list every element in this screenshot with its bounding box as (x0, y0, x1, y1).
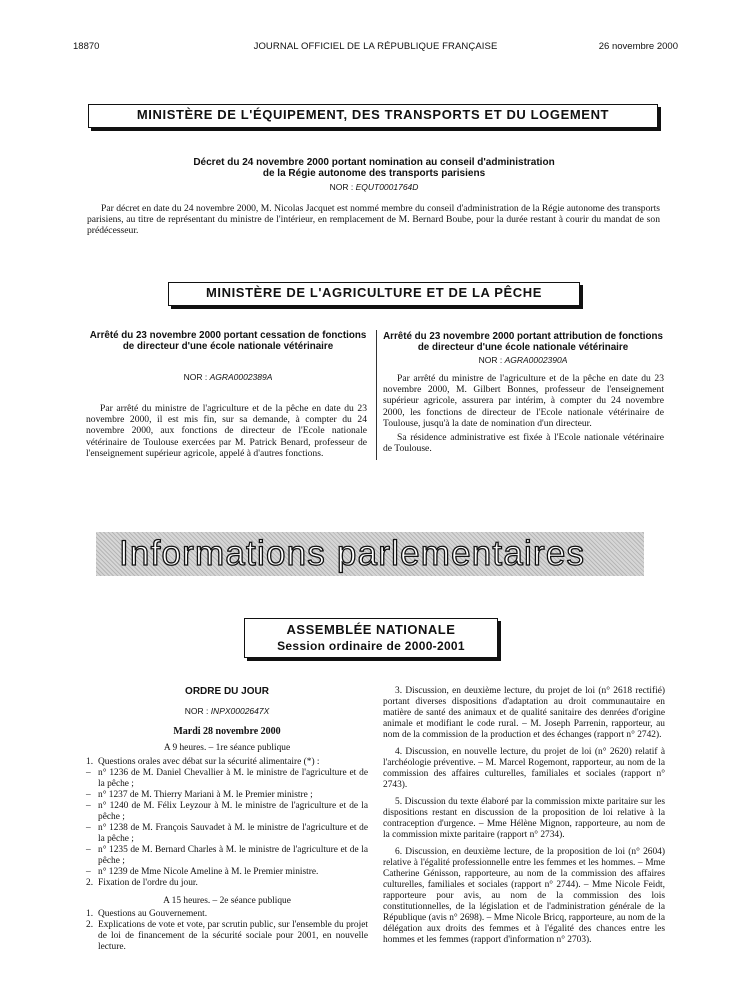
agenda-item (86, 823, 368, 845)
agenda-item-marker: 1. (86, 757, 94, 767)
agenda-item (86, 801, 368, 823)
banner-title: Informations parlementaires (119, 534, 586, 573)
running-header (73, 41, 678, 55)
decree-paragraph: Par décret en date du 24 novembre 2000, M. Nicolas Jacquet est nommé membre du conseil d'administration de la Régie autonome des transports parisiens, au titre de représentant du ministre de l'intérieur, en remplacement de M. Bernard Boube, pour la durée restant à courir du mandat de son prédécesseur. (87, 203, 660, 237)
sitting2-agenda (86, 909, 368, 953)
agenda-item-marker: – (86, 845, 91, 855)
ministry-equipement-heading (88, 104, 658, 128)
agenda-item-text: n° 1238 de M. François Sauvadet à M. le ministre de l'agriculture et de la pêche ; (98, 823, 368, 844)
agenda-item (86, 909, 368, 920)
agenda-item (86, 867, 368, 878)
assembly-session: Session ordinaire de 2000-2001 (277, 639, 465, 653)
agenda-item-text: n° 1237 de M. Thierry Mariani à M. le Premier ministre ; (98, 790, 313, 800)
arrete-right-title: Arrêté du 23 novembre 2000 portant attribution de fonctions de directeur d'une école nationale vétérinaire (383, 331, 663, 353)
agenda-item-marker: 2. (86, 878, 94, 888)
nor-label: NOR : (329, 182, 354, 192)
order-nor (86, 706, 368, 717)
arrete-left-nor (86, 372, 370, 382)
nor-label: NOR : (478, 355, 503, 365)
agenda-item-marker: – (86, 823, 91, 833)
sitting1-time: A 9 heures. – 1re séance publique (163, 743, 291, 753)
sitting1-agenda (86, 757, 368, 889)
nor-code: INPX0002647X (210, 706, 270, 716)
agenda-item-text: n° 1236 de M. Daniel Chevallier à M. le ministre de l'agriculture et de la pêche ; (98, 768, 368, 789)
agenda-item (86, 878, 368, 889)
decree-body (87, 203, 660, 240)
agenda-item-text: n° 1235 de M. Bernard Charles à M. le ministre de l'agriculture et de la pêche ; (98, 845, 368, 866)
nor-code: AGRA0002389A (209, 372, 273, 382)
arrete-right-paragraph-1: Par arrêté du ministre de l'agriculture et de la pêche en date du 23 novembre 2000, M. Gilbert Bonnes, professeur de l'enseignement supérieur agricole, assurera par intérim, à compter du 24 novembre 2000, les fonctions de directeur de l'Ecole nationale vétérinaire de Toulouse, jusqu'à la date de nomination d'un directeur. (383, 373, 664, 429)
arrete-left-title: Arrêté du 23 novembre 2000 portant cessation de fonctions de directeur d'une école nationale vétérinaire (89, 330, 367, 352)
sitting2-time: A 15 heures. – 2e séance publique (163, 896, 291, 906)
decree-title-line2: de la Régie autonome des transports parisiens (262, 168, 486, 179)
arrete-right-paragraph-2: Sa résidence administrative est fixée à l'Ecole nationale vétérinaire de Toulouse. (383, 432, 664, 455)
agenda-paragraph: 6. Discussion, en deuxième lecture, de la proposition de loi (n° 2604) relative à l'égalité professionnelle entre les femmes et les hommes. – Mme Catherine Génisson, rapporteure, au nom de la commission des affaires culturelles, familiales et sociales (rapport n° 2744). – Mme Nicole Feidt, rapporteure pour avis, au nom de la commission des lois constitutionnelles, de la législation et de l'administration générale de la République (avis n° 2698). – Mme Nicole Bricq, rapporteure, au nom de la délégation aux droits des femmes et à l'égalité des chances entre les hommes et les femmes (rapport d'information n° 2703). (383, 847, 665, 945)
arrete-right-nor (381, 355, 665, 365)
nor-code: AGRA0002390A (504, 355, 568, 365)
page-number: 18870 (73, 41, 100, 52)
agenda-item-marker: 2. (86, 920, 94, 930)
order-of-day-column (86, 686, 368, 953)
agenda-item (86, 768, 368, 790)
agenda-paragraph: 4. Discussion, en nouvelle lecture, du projet de loi (n° 2620) relatif à l'archéologie préventive. – M. Marcel Rogemont, rapporteur, au nom de la commission des affaires culturelles, familiales et sociales (rapport n° 2743). (383, 747, 665, 790)
decree-title-line1: Décret du 24 novembre 2000 portant nomination au conseil d'administration (193, 157, 555, 168)
nor-code: EQUT0001764D (355, 182, 419, 192)
agenda-item (86, 757, 368, 768)
agenda-item-text: Questions orales avec débat sur la sécurité alimentaire (*) : (98, 757, 320, 767)
arrete-right-body (383, 373, 664, 457)
order-title: ORDRE DU JOUR (185, 686, 269, 697)
decree-nor (90, 182, 658, 192)
agenda-item-text: Explications de vote et vote, par scrutin public, sur l'ensemble du projet de loi de financement de la sécurité sociale pour 2001, en nouvelle lecture. (98, 920, 368, 952)
assembly-title: ASSEMBLÉE NATIONALE (286, 622, 456, 637)
agenda-item (86, 920, 368, 953)
agenda-item-text: n° 1240 de M. Félix Leyzour à M. le ministre de l'agriculture et de la pêche ; (98, 801, 368, 822)
agenda-item-text: n° 1239 de Mme Nicole Ameline à M. le Premier ministre. (98, 867, 319, 877)
agenda-item (86, 845, 368, 867)
agenda-item (86, 790, 368, 801)
column-divider (376, 330, 377, 460)
agenda-item-text: Questions au Gouvernement. (98, 909, 208, 919)
agenda-paragraph: 5. Discussion du texte élaboré par la commission mixte paritaire sur les dispositions restant en discussion de la proposition de loi relative à la contraception d'urgence. – Mme Hélène Mignon, rapporteure, au nom de la commission mixte paritaire (rapport n° 2734). (383, 797, 665, 840)
agenda-item-marker: 1. (86, 909, 94, 919)
issue-date: 26 novembre 2000 (598, 41, 678, 52)
agenda-item-marker: – (86, 768, 91, 778)
agenda-paragraph: 3. Discussion, en deuxième lecture, du projet de loi (n° 2618 rectifié) portant diverses dispositions d'adaptation au droit communautaire en matière de santé des animaux et de qualité sanitaire des denrées d'origine animale et modifiant le code rural. – M. Joseph Parrenin, rapporteur, au nom de la commission de la production et des échanges (rapport n° 2742). (383, 686, 665, 740)
informations-parlementaires-banner (96, 532, 644, 576)
nor-label: NOR : (184, 706, 209, 716)
ministry-agriculture-label: MINISTÈRE DE L'AGRICULTURE ET DE LA PÊCHE (205, 285, 543, 300)
ministry-equipement-label: MINISTÈRE DE L'ÉQUIPEMENT, DES TRANSPORTS ET DU LOGEMENT (136, 107, 610, 122)
ministry-agriculture-heading (168, 282, 580, 306)
agenda-item-marker: – (86, 867, 91, 877)
agenda-item-marker: – (86, 790, 91, 800)
arrete-left-body (86, 403, 367, 462)
arrete-left-paragraph: Par arrêté du ministre de l'agriculture et de la pêche en date du 23 novembre 2000, il est mis fin, sur sa demande, à compter du 24 novembre 2000, aux fonctions de directeur de l'Ecole nationale vétérinaire de Toulouse exercées par M. Patrick Benard, professeur de l'enseignement supérieur agricole, appelé à d'autres fonctions. (86, 403, 367, 459)
agenda-right-column (383, 686, 665, 952)
assemblee-nationale-heading (244, 618, 498, 658)
sitting-day: Mardi 28 novembre 2000 (173, 726, 281, 737)
nor-label: NOR : (183, 372, 208, 382)
decree-title (90, 157, 658, 179)
agenda-item-text: Fixation de l'ordre du jour. (98, 878, 198, 888)
journal-title: JOURNAL OFFICIEL DE LA RÉPUBLIQUE FRANÇAISE (253, 41, 498, 52)
agenda-item-marker: – (86, 801, 91, 811)
